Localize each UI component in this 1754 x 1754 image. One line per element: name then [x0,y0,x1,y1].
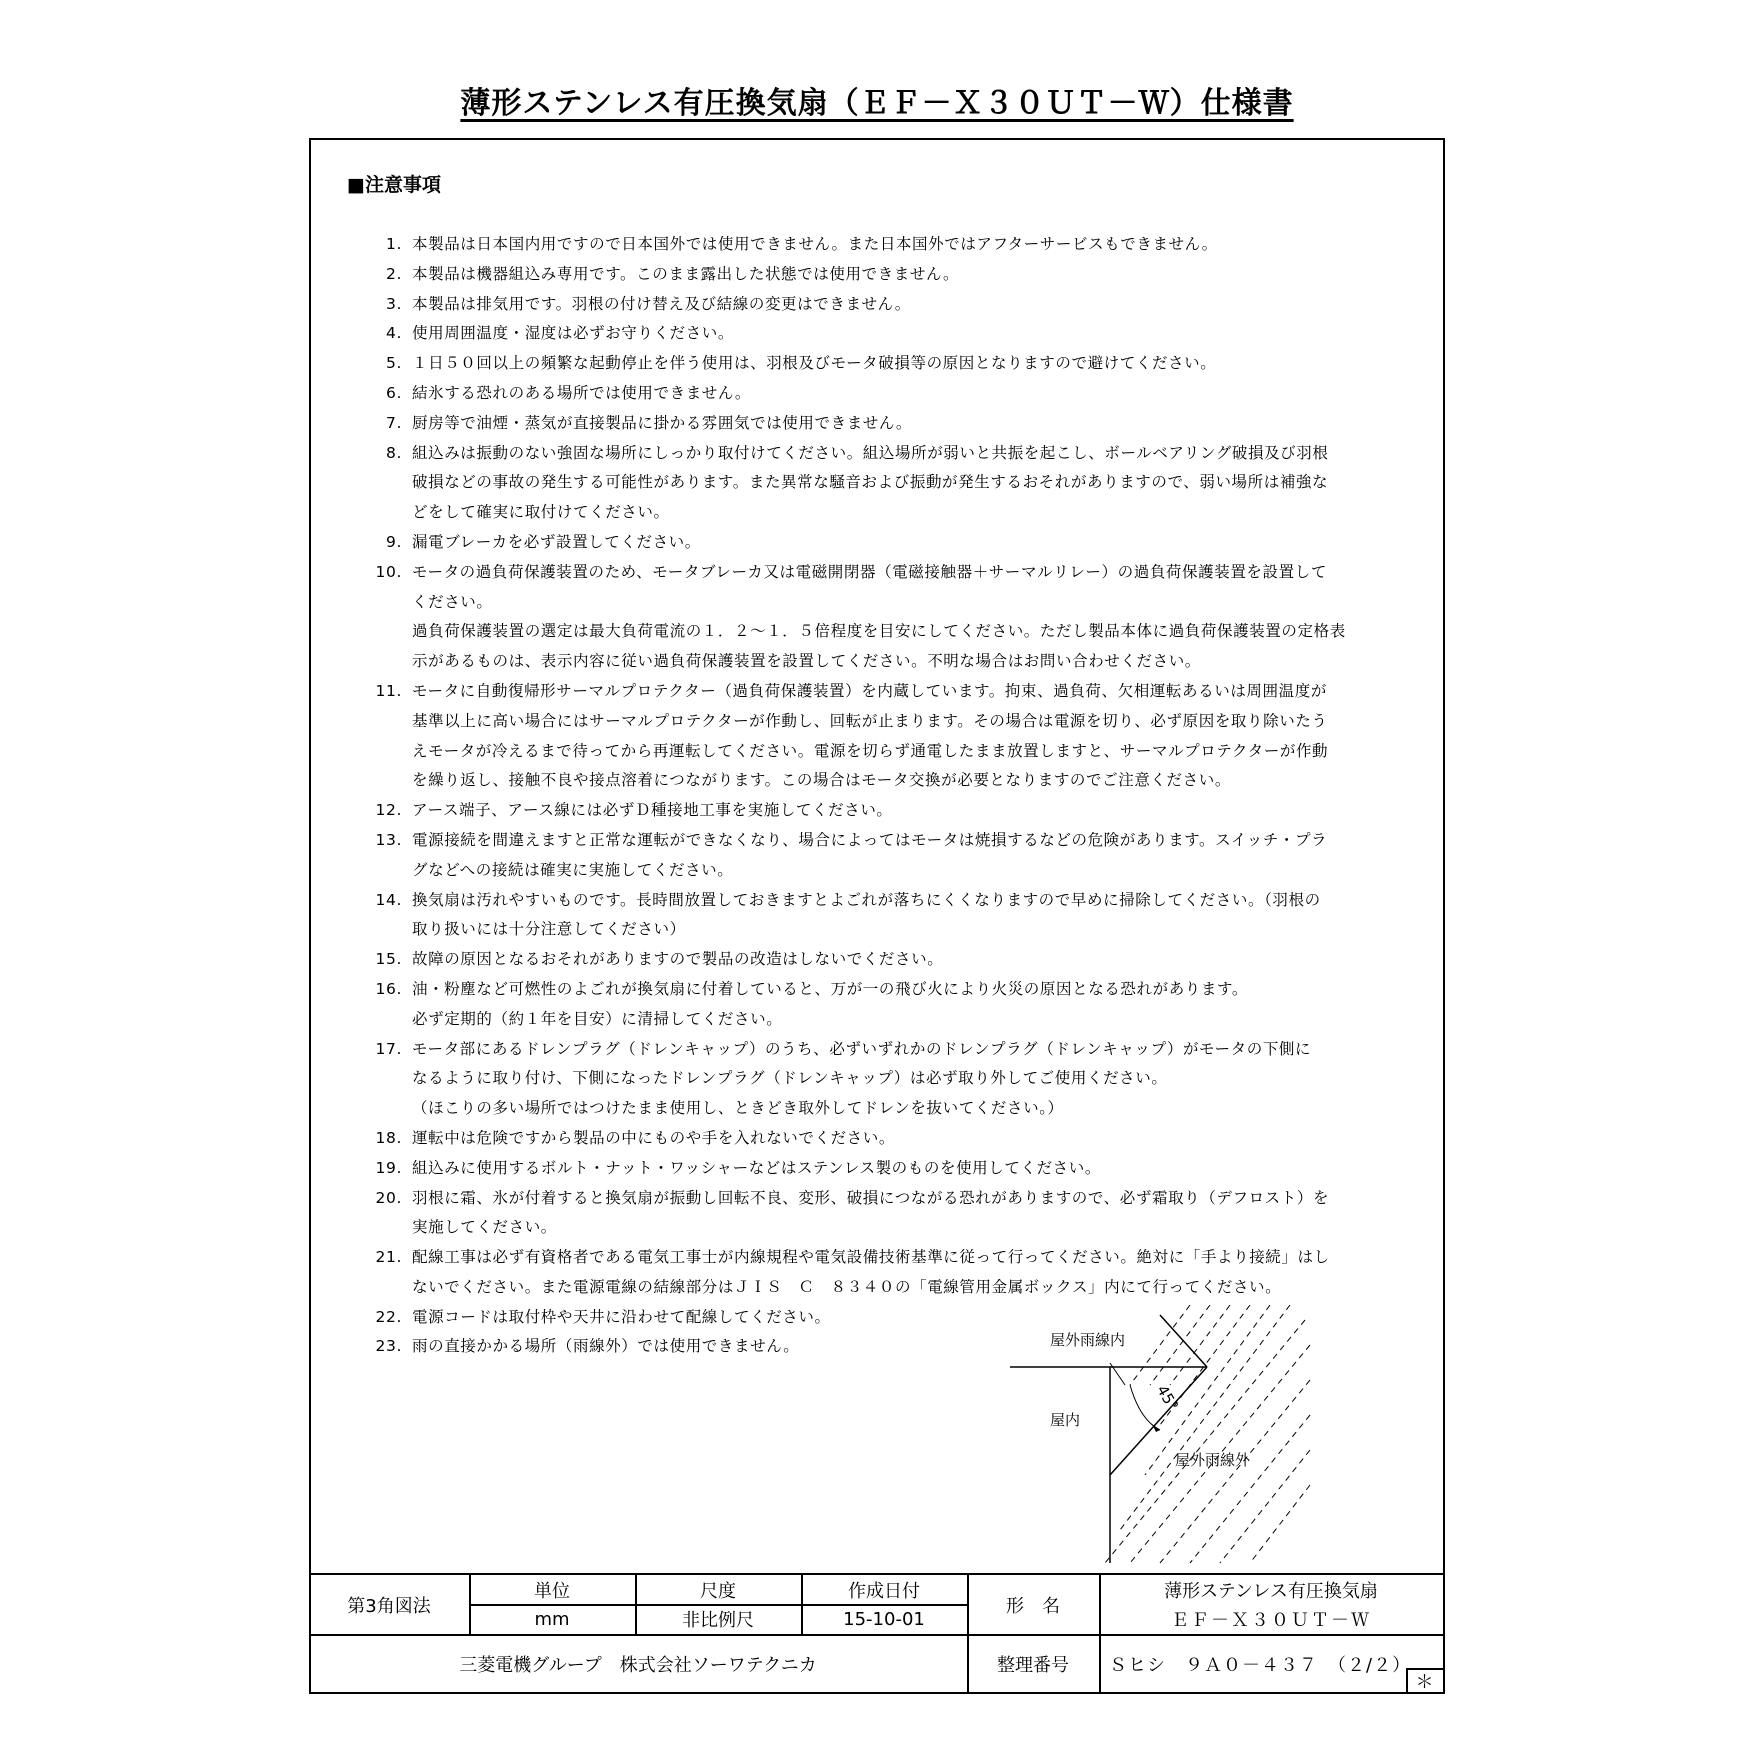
note-item [370,975,1410,1035]
note-text-line: グなどへの接続は確実に実施してください。 [412,860,734,879]
note-number: 10. [375,562,402,581]
note-text-line: 羽根に霜、氷が付着すると換気扇が振動し回転不良、変形、破損につながる恐れがありますので、必ず霜取り（デフロスト）を [412,1188,1330,1207]
scale-value: 非比例尺 [682,1610,754,1631]
note-item [370,1035,1410,1124]
note-text-line: 過負荷保護装置の選定は最大負荷電流の１．２～１．５倍程度を目安にしてください。ただし製品本体に過負荷保護装置の定格表 [412,622,1346,641]
note-item [370,409,1410,439]
note-text-line: 破損などの事故の発生する可能性があります。また異常な騒音および振動が発生するおそれがありますので、弱い場所は補強な [412,473,1329,492]
note-number: 2. [386,264,402,283]
note-number: 8. [386,443,402,462]
unit-header: 単位 [534,1580,570,1602]
hatch-lines [1105,1305,1310,1563]
note-item [370,349,1410,379]
note-item [370,439,1410,528]
note-number: 18. [375,1128,402,1147]
note-text-line: アース端子、アース線には必ずＤ種接地工事を実施してください。 [412,801,893,820]
note-number: 23. [375,1337,402,1356]
projection-method: 第3角図法 [347,1595,431,1617]
note-text-line: ないでください。また電源電線の結線部分はＪＩＳ Ｃ ８３４０の「電線管用金属ボックス」内にて行ってください。 [412,1277,1282,1296]
note-text-line: １日５０回以上の頻繁な起動停止を伴う使用は、羽根及びモータ破損等の原因となりますので避けてください。 [412,354,1217,373]
note-number: 13. [375,830,402,849]
note-text-line: 本製品は排気用です。羽根の付け替え及び結線の変更はできません。 [412,294,911,313]
roof-slope-line [1160,1315,1207,1367]
note-number: 6. [386,383,402,402]
note-text-line: 取り扱いには十分注意してください） [412,920,686,939]
unit-value: mm [534,1608,570,1630]
note-number: 21. [375,1248,402,1267]
note-text-line: 基準以上に高い場合にはサーマルプロテクターが作動し、回転が止まります。その場合は電源を切り、必ず原因を取り除いたう [412,711,1328,730]
note-item [370,528,1410,558]
note-text-line: 換気扇は汚れやすいものです。長時間放置しておきますとよごれが落ちにくくなりますので早めに掃除してください。（羽根の [412,890,1321,909]
notes-list [370,230,1410,1362]
note-text-line: モータ部にあるドレンプラグ（ドレンキャップ）のうち、必ずいずれかのドレンプラグ（ドレンキャップ）がモータの下側に [412,1039,1312,1058]
date-header: 作成日付 [848,1580,920,1602]
note-text-line: 電源接続を間違えますと正常な運転ができなくなり、場合によってはモータは焼損するなどの危険があります。スイッチ・プラ [412,830,1328,849]
note-text-line: 油・粉塵など可燃性のよごれが換気扇に付着していると、万が一の飛び火により火災の原因となる恐れがあります。 [412,979,1248,998]
note-number: 4. [386,324,402,343]
note-item [370,260,1410,290]
note-text-line: （ほこりの多い場所ではつけたまま使用し、ときどき取外してドレンを抜いてください。） [412,1099,1064,1118]
note-item [370,886,1410,946]
note-number: 1. [386,235,402,253]
label-rain-outside: 屋外雨線外 [1175,1451,1251,1469]
note-text-line: 結氷する恐れのある場所では使用できません。 [412,383,752,402]
note-text-line: なるように取り付け、下側になったドレンプラグ（ドレンキャップ）は必ず取り外してご使用ください。 [412,1069,1168,1088]
note-number: 16. [375,979,402,998]
note-text-line: 雨の直接かかる場所（雨線外）では使用できません。 [412,1337,800,1356]
note-text-line: 厨房等で油煙・蒸気が直接製品に掛かる雰囲気では使用できません。 [412,413,913,432]
note-item [370,1124,1410,1154]
note-item [370,230,1410,260]
note-text-line: どをして確実に取付けてください。 [412,503,670,522]
reference-number-header: 整理番号 [997,1655,1069,1676]
model-name-line2: ＥＦ－Ｘ３０ＵＴ－Ｗ [1171,1610,1371,1631]
note-text-line: 運転中は危険ですから製品の中にものや手を入れないでください。 [412,1128,896,1147]
note-text-line: モータに自動復帰形サーマルプロテクター（過負荷保護装置）を内蔵しています。拘束、過負荷、欠相運転あるいは周囲温度が [412,681,1327,700]
note-number: 19. [375,1158,402,1177]
revision-mark: ＊ [1415,1672,1434,1693]
note-item [370,796,1410,826]
note-number: 17. [375,1039,402,1058]
label-indoor: 屋内 [1050,1411,1081,1429]
document-title [0,78,1754,122]
note-text-line: 必ず定期的（約１年を目安）に清掃してください。 [412,1009,783,1028]
note-text-line: 故障の原因となるおそれがありますので製品の改造はしないでください。 [412,950,944,969]
note-number: 7. [386,413,402,432]
note-item [370,558,1410,677]
note-item [370,379,1410,409]
note-item [370,945,1410,975]
note-text-line: 実施してください。 [412,1218,557,1237]
note-text-line: えモータが冷えるまで待ってから再運転してください。電源を切らず通電したまま放置しますと、サーマルプロテクターが作動 [412,741,1329,760]
note-number: 12. [375,801,402,820]
model-header: 形 名 [1006,1595,1060,1617]
scale-header: 尺度 [700,1580,736,1602]
note-text-line: 漏電ブレーカを必ず設置してください。 [412,532,701,551]
angle-label: 45° [1153,1381,1182,1414]
note-number: 20. [375,1188,402,1207]
document-title-text: 薄形ステンレス有圧換気扇（ＥＦ－Ｘ３０ＵＴ－Ｗ）仕様書 [460,86,1294,121]
note-number: 5. [386,354,402,373]
note-item [370,319,1410,349]
note-text-line: 示があるものは、表示内容に従い過負荷保護装置を設置してください。不明な場合はお問い合わせください。 [412,652,1201,671]
reference-number: Ｓヒシ ９Ａ０－４３７ （２/２） [1109,1655,1412,1676]
note-text-line: 本製品は日本国内用ですので日本国外では使用できません。また日本国外ではアフターサービスもできません。 [412,235,1218,253]
note-number: 11. [375,681,402,700]
note-item [370,1184,1410,1244]
model-name-line1: 薄形ステンレス有圧換気扇 [1164,1580,1378,1602]
section-heading: ■注意事項 [347,174,441,196]
company-name: 三菱電機グループ 株式会社ソーワテクニカ [459,1655,817,1676]
note-text-line: 組込みは振動のない強固な場所にしっかり取付けてください。組込場所が弱いと共振を起こし、ボールベアリング破損及び羽根 [412,443,1329,462]
note-text-line: 電源コードは取付枠や天井に沿わせて配線してください。 [412,1307,831,1326]
note-text-line: ください。 [412,592,493,611]
note-item [370,1154,1410,1184]
note-number: 22. [375,1307,402,1326]
note-item [370,677,1410,796]
label-rain-inside: 屋外雨線内 [1050,1331,1126,1349]
note-number: 9. [386,532,402,551]
note-text-line: 配線工事は必ず有資格者である電気工事士が内線規程や電気設備技術基準に従って行ってください。絶対に「手より接続」はし [412,1248,1330,1267]
note-text-line: 本製品は機器組込み専用です。このまま露出した状態では使用できません。 [412,264,960,283]
note-number: 3. [386,294,402,313]
note-text-line: 組込みに使用するボルト・ナット・ワッシャーなどはステンレス製のものを使用してください。 [412,1158,1101,1177]
rain-line-diagram [1010,1305,1340,1565]
note-item [370,1243,1410,1303]
note-text-line: モータの過負荷保護装置のため、モータブレーカ又は電磁開閉器（電磁接触器＋サーマルリレー）の過負荷保護装置を設置して [412,562,1327,581]
note-number: 15. [375,950,402,969]
note-number: 14. [375,890,402,909]
note-text-line: 使用周囲温度・湿度は必ずお守りください。 [412,324,735,343]
note-item [370,826,1410,886]
title-block [309,1573,1445,1694]
note-text-line: を繰り返し、接触不良や接点溶着につながります。この場合はモータ交換が必要となりますのでご注意ください。 [412,771,1231,790]
note-item [370,290,1410,320]
date-value: 15-10-01 [843,1608,925,1630]
